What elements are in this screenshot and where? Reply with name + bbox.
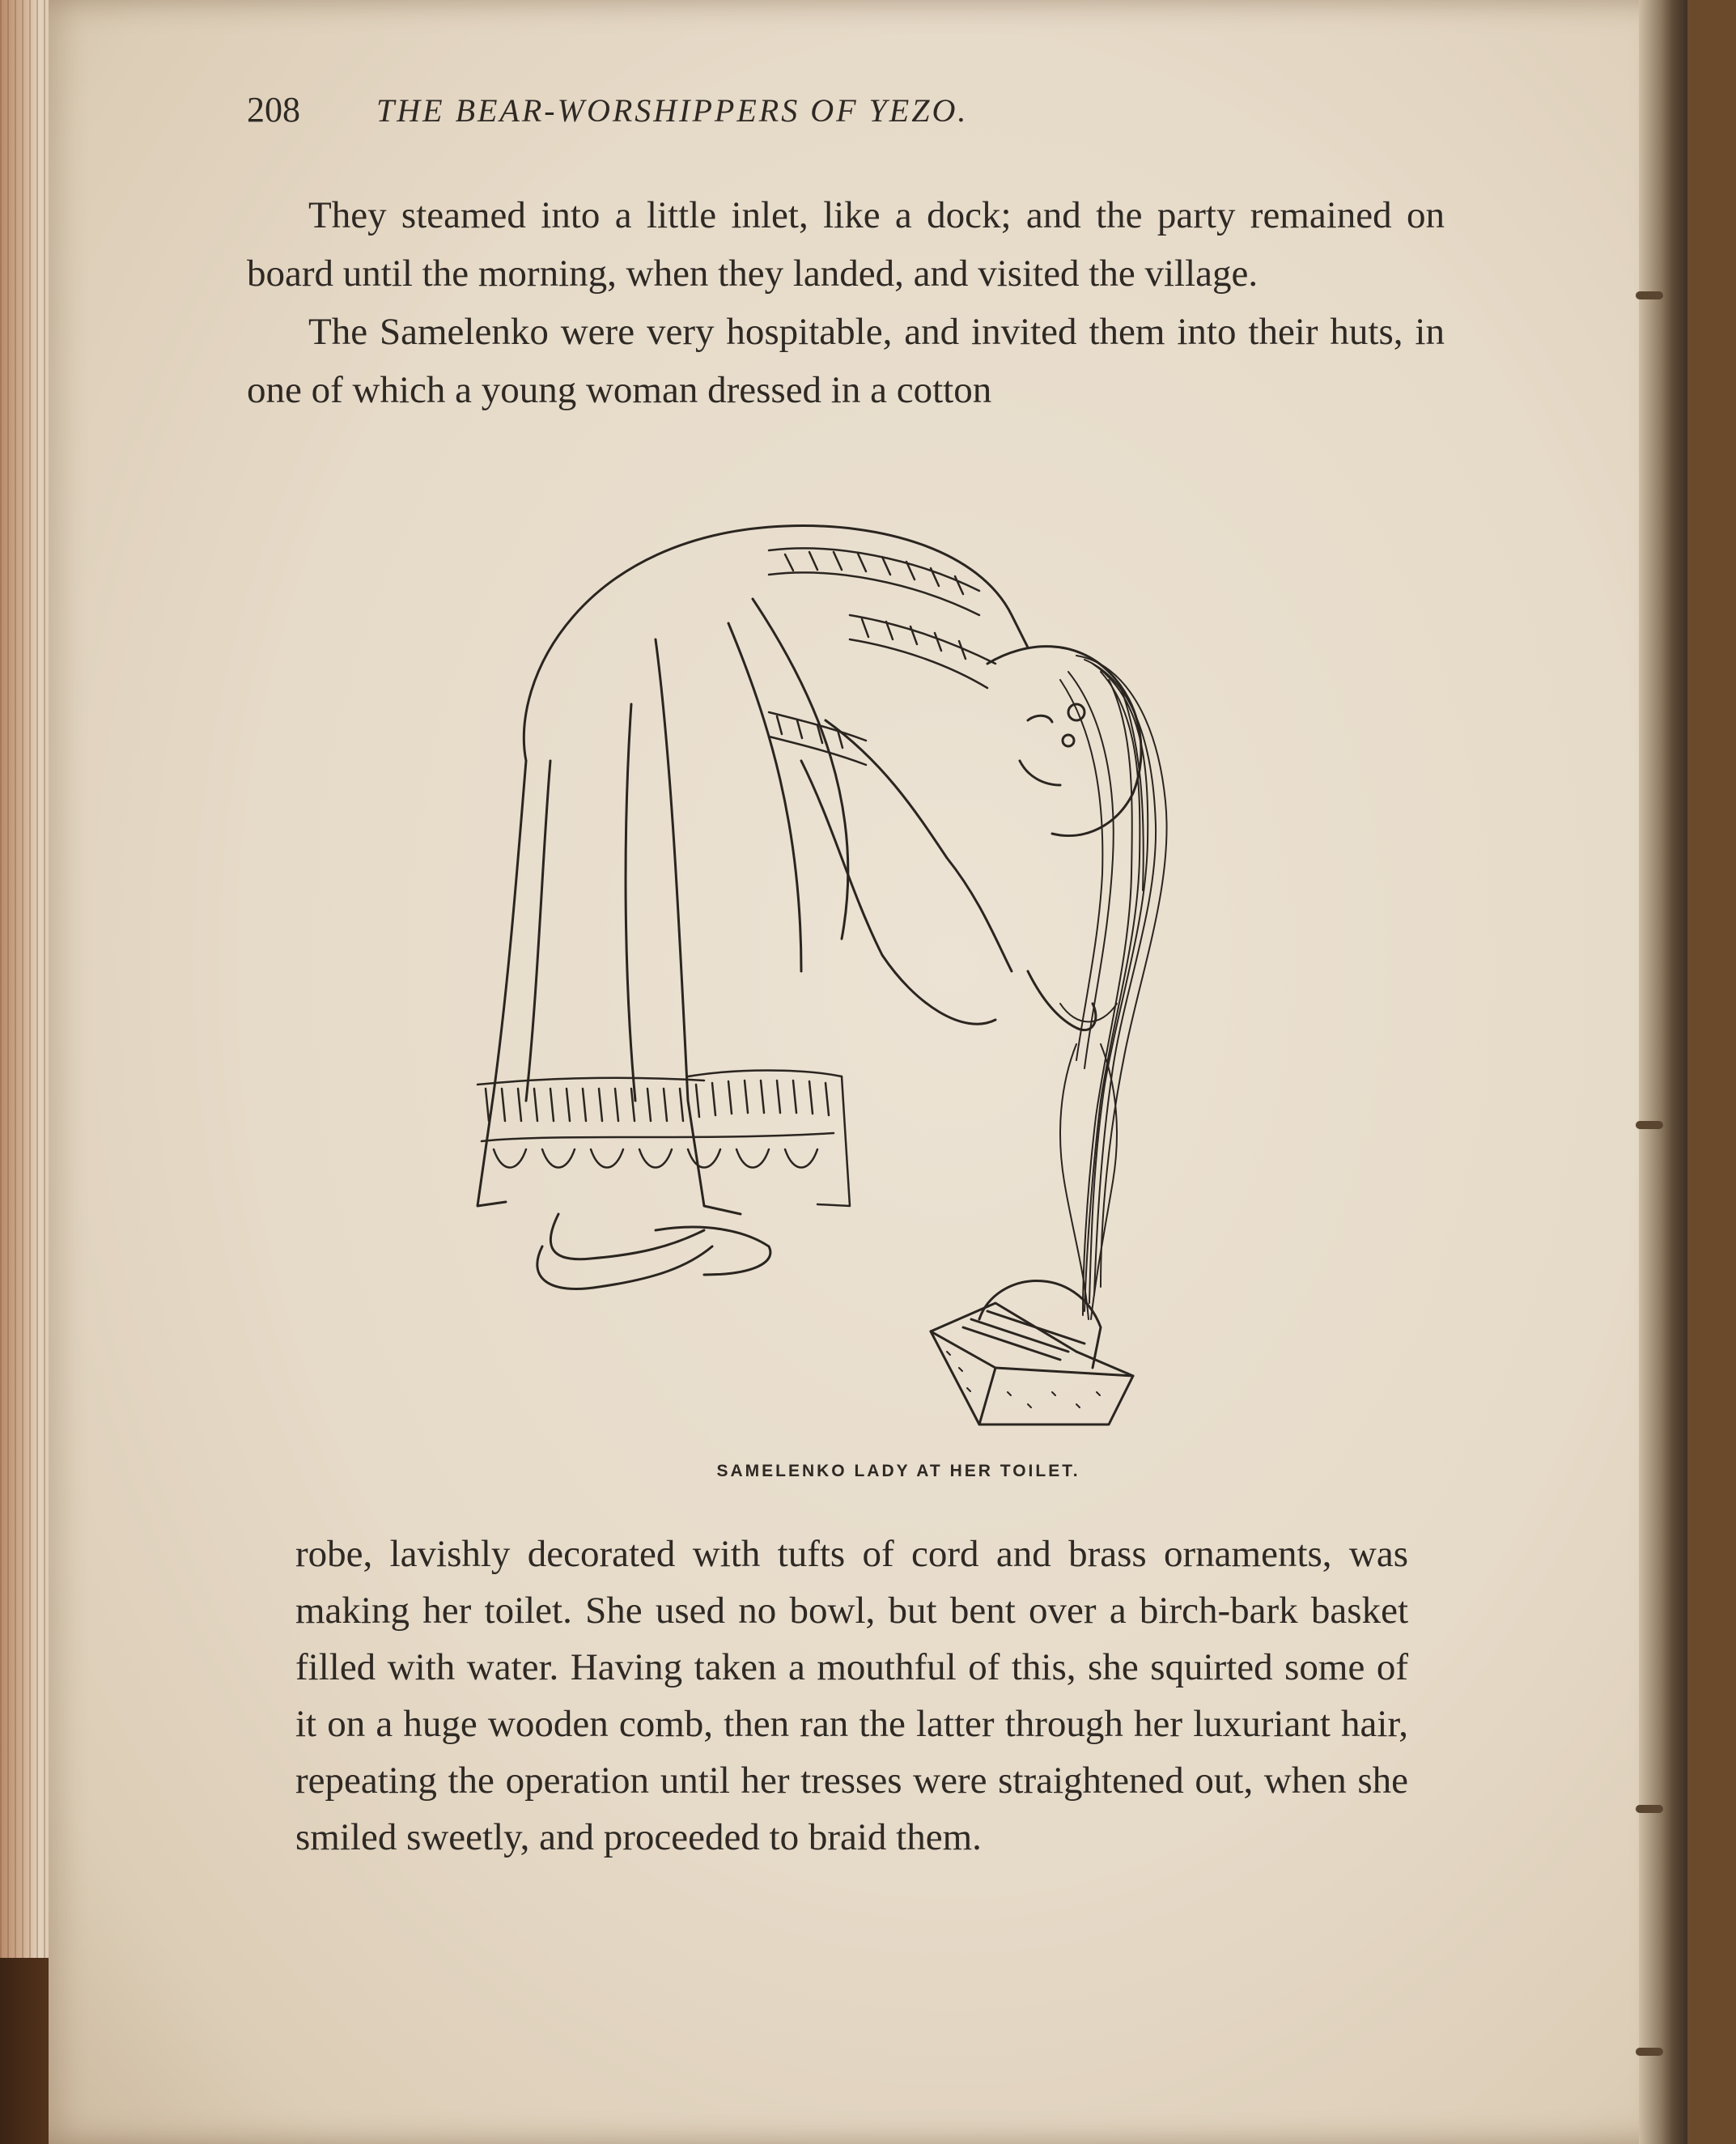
fur-boots [537,1214,770,1289]
figure-caption: SAMELENKO LADY AT HER TOILET. [716,1462,1080,1480]
page-content-top [247,89,1445,419]
book-gutter [1639,0,1687,2144]
robe-embroidery [769,548,995,765]
running-head-title: THE BEAR-WORSHIPPERS OF YEZO. [376,92,969,129]
binding-stitch [1636,291,1663,299]
robe-hem-fringe [478,1071,850,1207]
woman-head [987,647,1141,836]
binding-stitch [1636,2048,1663,2056]
page-number: 208 [247,90,300,129]
binding-stitch [1636,1805,1663,1813]
paragraph: They steamed into a little inlet, like a dock; and the party remained on board until the morning, when they landed, and visited the village. [247,194,1445,295]
page-content-bottom [295,1526,1408,1866]
running-head [247,89,1445,146]
binding-stitch [1636,1121,1663,1129]
paragraph: The Samelenko were very hospitable, and invited them into their huts, in one of which a young woman dressed in a cotton [247,311,1445,411]
illustration-samelenko-lady [461,518,1271,1538]
paragraph: robe, lavishly decorated with tufts of cord and brass ornaments, was making her toilet. She used no bowl, but bent over a birch-bark basket filled with water. Having taken a mouthful of this, she squirted some of it on a huge wooden comb, then ran the latter through her luxuriant hair, repeating the operation until her tresses were straightened out, when she smiled sweetly, and proceeded to braid them. [295,1533,1408,1858]
birch-bark-basket [931,1281,1133,1425]
long-hair [1060,656,1167,1319]
